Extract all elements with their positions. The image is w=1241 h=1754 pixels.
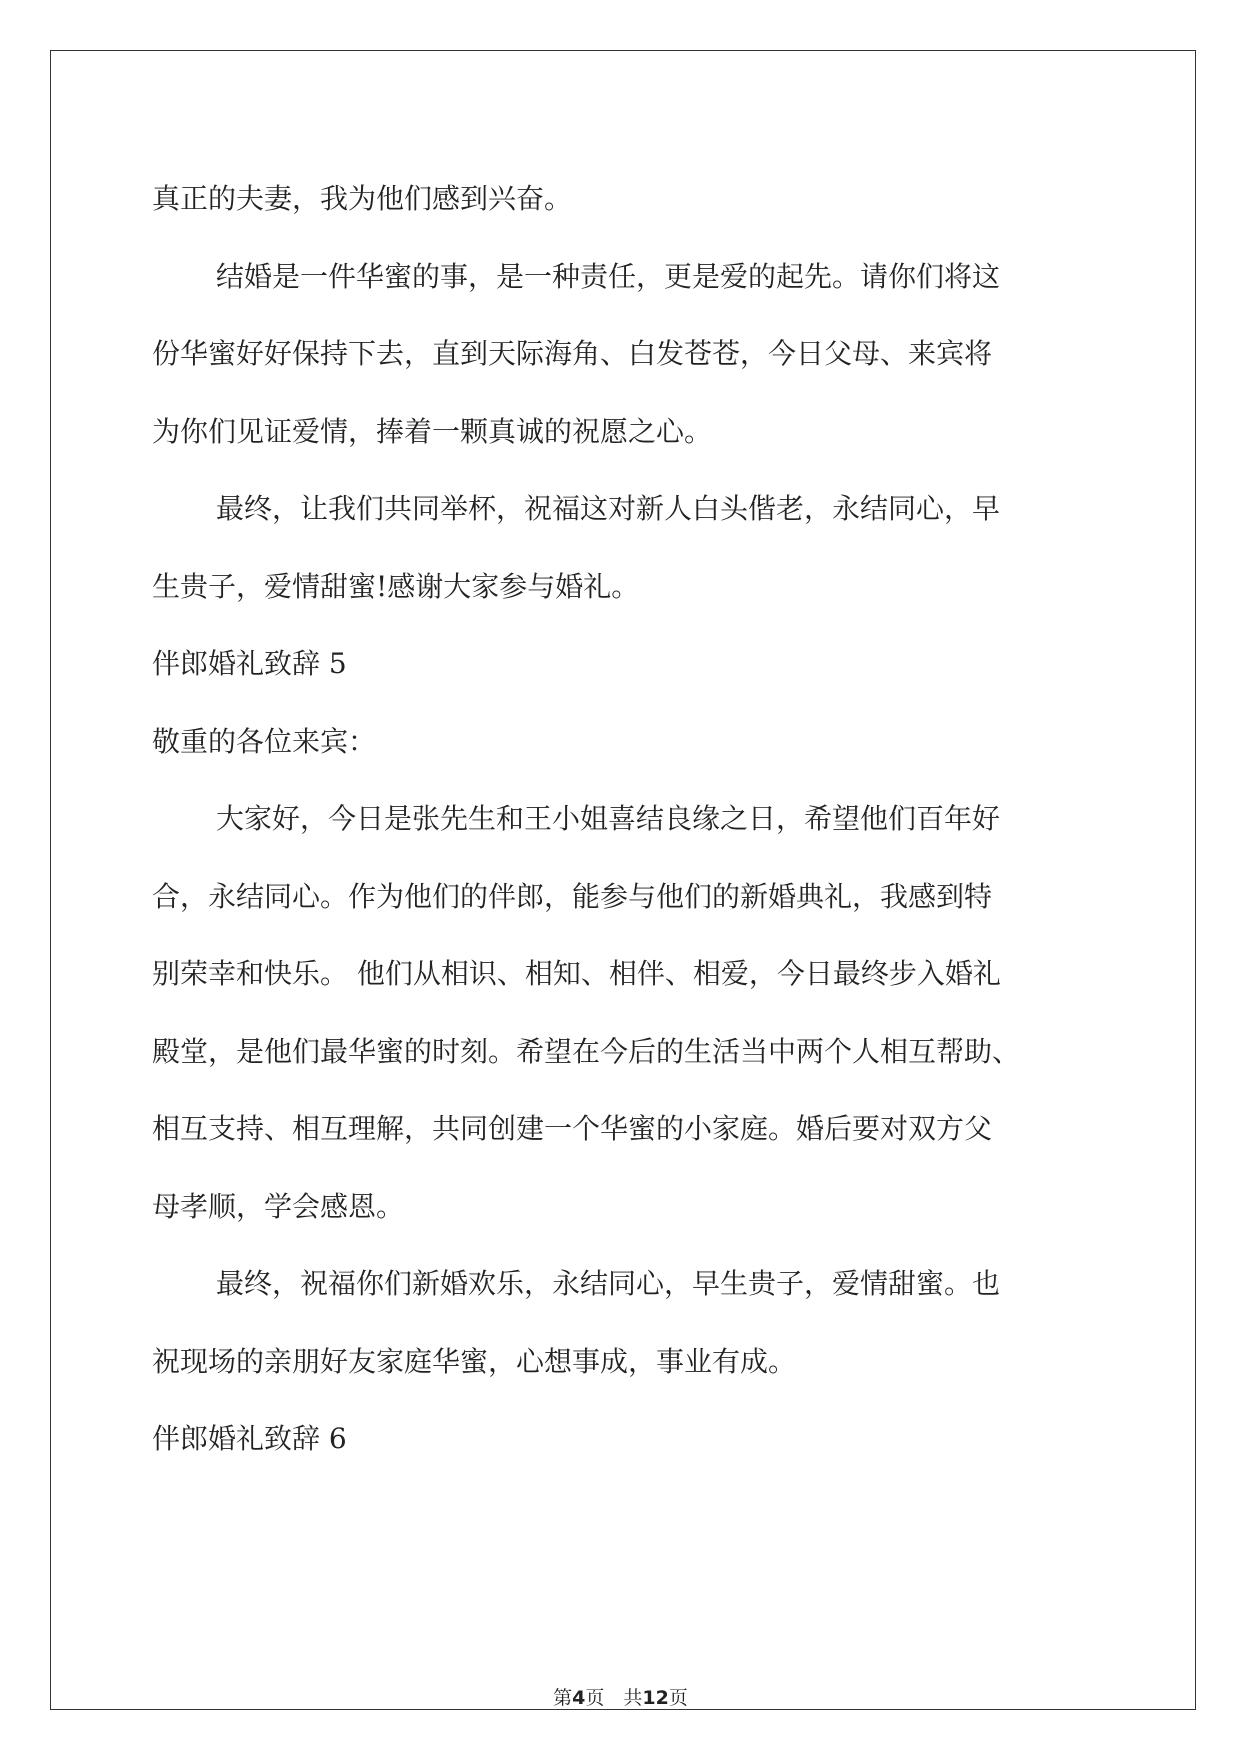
footer-suffix: 页	[668, 1687, 688, 1709]
text-line: 结婚是一件华蜜的事，是一种责任，更是爱的起先。请你们将这	[216, 259, 1001, 293]
current-page-number: 4	[572, 1687, 586, 1709]
document-body	[152, 160, 1092, 1478]
text-line: 大家好，今日是张先生和王小姐喜结良缘之日，希望他们百年好	[216, 802, 1001, 835]
section-heading: 伴郎婚礼致辞 5	[152, 647, 347, 680]
salutation: 敬重的各位来宾：	[152, 724, 377, 758]
text-line: 殿堂，是他们最华蜜的时刻。希望在今后的生活当中两个人相互帮助、	[152, 1034, 1021, 1068]
footer-middle: 页 共	[585, 1687, 643, 1709]
text-line: 份华蜜好好保持下去，直到天际海角、白发苍苍，今日父母、来宾将	[152, 337, 993, 370]
footer-prefix: 第	[553, 1687, 573, 1709]
text-line: 最终，祝福你们新婚欢乐，永结同心，早生贵子，爱情甜蜜。也	[216, 1267, 1001, 1300]
text-line: 别荣幸和快乐。 他们从相识、相知、相伴、相爱，今日最终步入婚礼	[152, 957, 1001, 990]
text-line: 真正的夫妻，我为他们感到兴奋。	[152, 182, 573, 215]
text-line: 合，永结同心。作为他们的伴郎，能参与他们的新婚典礼，我感到特	[152, 879, 993, 913]
text-line: 祝现场的亲朋好友家庭华蜜，心想事成，事业有成。	[152, 1344, 797, 1378]
total-page-count: 12	[642, 1687, 669, 1709]
section-heading: 伴郎婚礼致辞 6	[152, 1422, 347, 1455]
text-line: 生贵子，爱情甜蜜!感谢大家参与婚礼。	[152, 569, 640, 603]
text-line: 为你们见证爱情，捧着一颗真诚的祝愿之心。	[152, 414, 713, 448]
page-number-footer	[0, 1683, 1241, 1710]
text-line: 最终，让我们共同举杯，祝福这对新人白头偕老，永结同心，早	[216, 492, 1001, 525]
text-line: 母孝顺，学会感恩。	[152, 1189, 405, 1223]
text-line: 相互支持、相互理解，共同创建一个华蜜的小家庭。婚后要对双方父	[152, 1112, 993, 1145]
